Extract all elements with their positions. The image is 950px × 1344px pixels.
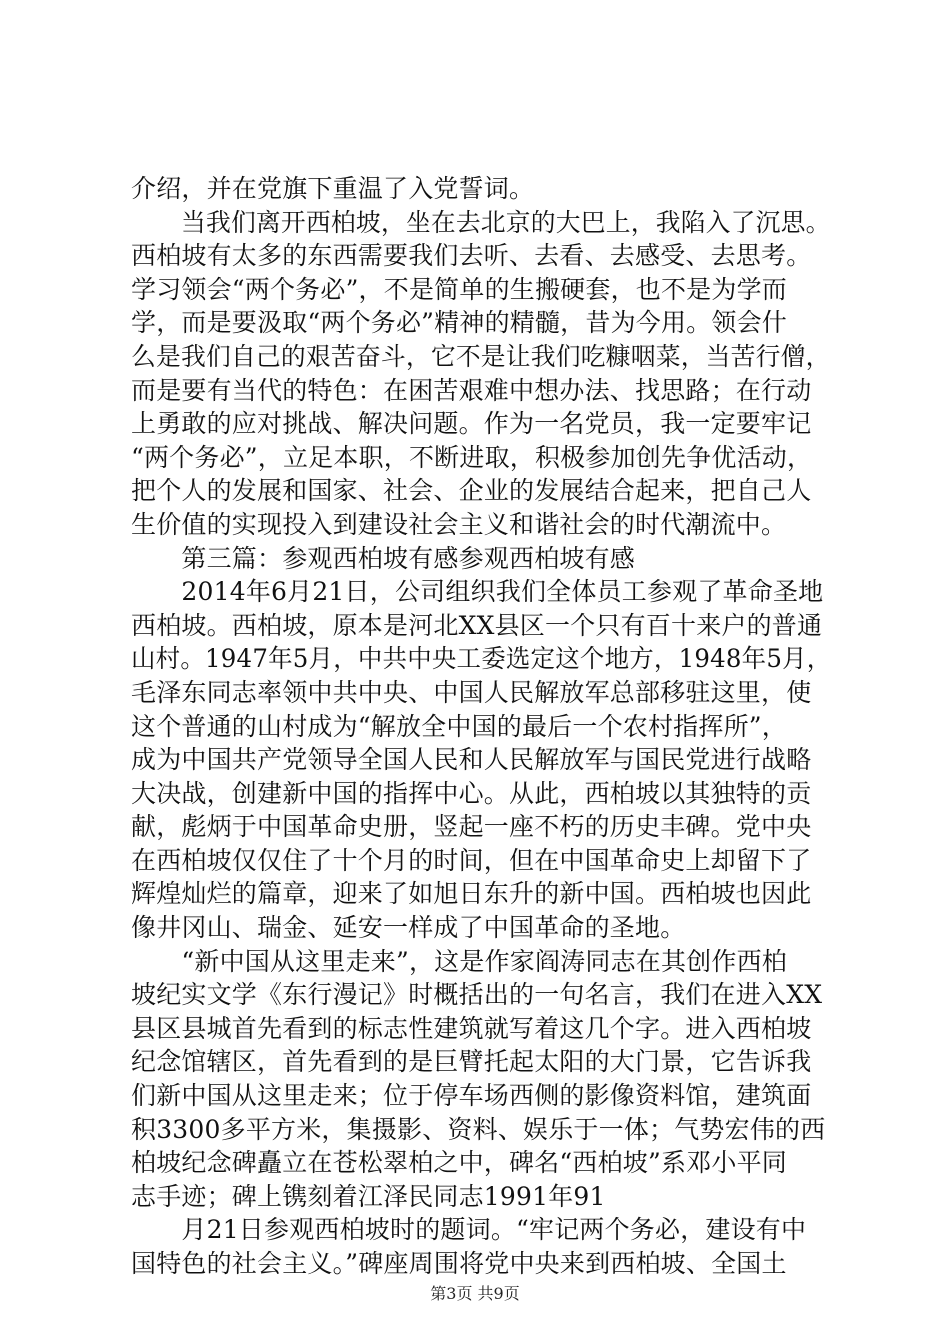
text-line: 毛泽东同志率领中共中央、中国人民解放军总部移驻这里，使 (131, 677, 812, 707)
text-line: 积3300多平方米，集摄影、资料、娱乐于一体；气势宏伟的西 (131, 1114, 826, 1144)
text-line: 把个人的发展和国家、社会、企业的发展结合起来，把自己人 (131, 476, 812, 506)
text-line: 山村。1947年5月，中共中央工委选定这个地方，1948年5月， (131, 644, 832, 674)
document-body (131, 172, 831, 1281)
text-line: 学习领会“两个务必”，不是简单的生搬硬套，也不是为学而 (131, 274, 787, 304)
text-line: 西柏坡有太多的东西需要我们去听、去看、去感受、去思考。 (131, 241, 812, 271)
text-line: 柏坡纪念碑矗立在苍松翠柏之中，碑名“西柏坡”系邓小平同 (131, 1148, 787, 1178)
text-line: 学，而是要汲取“两个务必”精神的精髓，昔为今用。领会什 (131, 308, 787, 338)
text-line: 当我们离开西柏坡，坐在去北京的大巴上，我陷入了沉思。 (131, 207, 831, 237)
text-line: 们新中国从这里走来；位于停车场西侧的影像资料馆，建筑面 (131, 1081, 812, 1111)
text-line: 志手迹；碑上镌刻着江泽民同志1991年91 (131, 1181, 606, 1211)
text-line: 国特色的社会主义。”碑座周围将党中央来到西柏坡、全国土 (131, 1249, 787, 1278)
text-line: 辉煌灿烂的篇章，迎来了如旭日东升的新中国。西柏坡也因此 (131, 879, 812, 909)
text-line: 县区县城首先看到的标志性建筑就写着这几个字。进入西柏坡 (131, 1013, 812, 1043)
text-line: 西柏坡。西柏坡，原本是河北XX县区一个只有百十来户的普通 (131, 610, 823, 640)
text-line: 坡纪实文学《东行漫记》时概括出的一句名言，我们在进入XX (131, 980, 823, 1010)
text-line: 上勇敢的应对挑战、解决问题。作为一名党员，我一定要牢记 (131, 409, 812, 439)
text-line: 而是要有当代的特色：在困苦艰难中想办法、找思路；在行动 (131, 375, 812, 405)
text-line: 纪念馆辖区，首先看到的是巨臂托起太阳的大门景，它告诉我 (131, 1047, 812, 1077)
text-line: 月21日参观西柏坡时的题词。“牢记两个务必，建设有中 (131, 1215, 807, 1245)
text-line: 这个普通的山村成为“解放全中国的最后一个农村指挥所”， (131, 711, 787, 741)
text-line: 成为中国共产党领导全国人民和人民解放军与国民党进行战略 (131, 745, 812, 775)
text-line: 在西柏坡仅仅住了十个月的时间，但在中国革命史上却留下了 (131, 845, 812, 875)
text-line: 像井冈山、瑞金、延安一样成了中国革命的圣地。 (131, 913, 686, 943)
text-line: 第三篇：参观西柏坡有感参观西柏坡有感 (131, 543, 636, 573)
text-line: 生价值的实现投入到建设社会主义和谐社会的时代潮流中。 (131, 509, 787, 539)
text-line: 么是我们自己的艰苦奋斗，它不是让我们吃糠咽菜，当苦行僧， (131, 341, 831, 371)
page-footer: 第3页 共9页 (430, 1284, 520, 1303)
text-line: “两个务必”，立足本职，不断进取，积极参加创先争优活动， (131, 442, 813, 472)
text-line: 献，彪炳于中国革命史册，竖起一座不朽的历史丰碑。党中央 (131, 812, 812, 842)
text-line: 大决战，创建新中国的指挥中心。从此，西柏坡以其独特的贡 (131, 778, 812, 808)
text-line: 介绍，并在党旗下重温了入党誓词。 (131, 174, 535, 203)
text-line: 2014年6月21日，公司组织我们全体员工参观了革命圣地 (131, 577, 824, 607)
text-line: “新中国从这里走来”，这是作家阎涛同志在其创作西柏 (131, 946, 787, 976)
